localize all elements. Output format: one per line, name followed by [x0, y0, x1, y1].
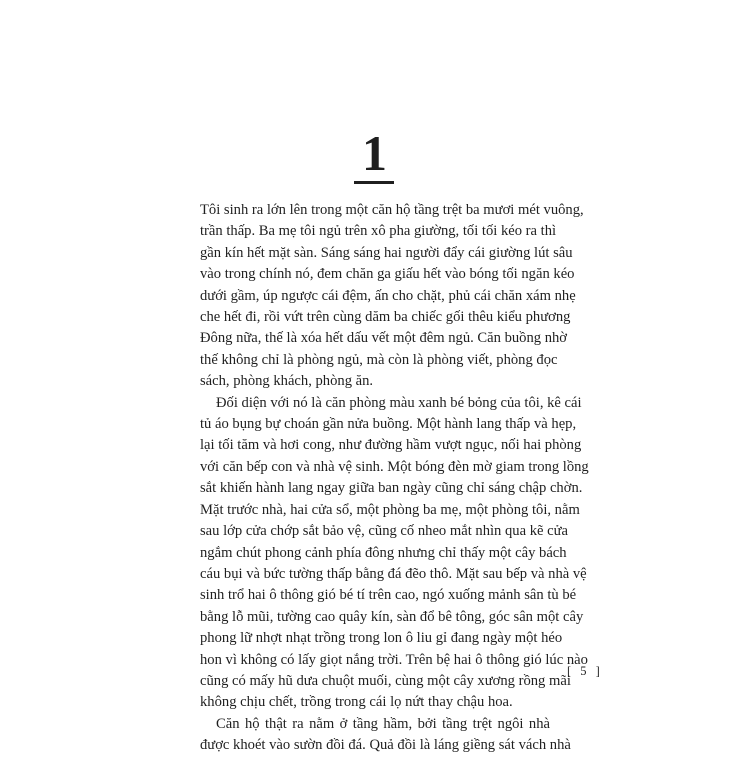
text-line: che hết đi, rồi vứt trên cùng dăm ba chiếc gối thêu kiểu phương — [200, 309, 571, 326]
paragraph — [200, 714, 571, 757]
text-line: vào trong chính nó, đem chăn ga giấu hết vào bóng tối ngăn kéo — [200, 266, 575, 283]
text-line: sắt khiến hành lang ngay giữa ban ngày cũng chỉ sáng chập chờn. — [200, 480, 583, 497]
text-line: Đối diện với nó là căn phòng màu xanh bé bỏng của tôi, kê cái — [216, 394, 582, 411]
text-line: không chịu chết, trồng trong cái lọ nứt thay chậu hoa. — [200, 694, 513, 711]
text-line: sách, phòng khách, phòng ăn. — [200, 373, 374, 390]
text-line: cũng có mấy hũ dưa chuột muối, cùng một cây xương rồng mãi — [200, 672, 571, 689]
text-line: trần thấp. Ba mẹ tôi ngủ trên xô pha giường, tối tối kéo ra thì — [200, 223, 557, 240]
paragraph — [200, 393, 589, 714]
text-line: dưới gầm, úp ngược cái đệm, ấn cho chặt, phủ cái chăn xám nhẹ — [200, 287, 576, 304]
text-line: hon vì không có lấy giọt nắng trời. Trên bệ hai ô thông gió lúc nào — [200, 651, 588, 668]
text-line: với căn bếp con và nhà vệ sinh. Một bóng đèn mờ giam trong lồng — [200, 458, 589, 475]
text-line: sinh trổ hai ô thông gió bé tí trên cao, ngó xuống mảnh sân tù bé — [200, 587, 577, 604]
chapter-number: 1 — [362, 125, 388, 181]
text-line: Đông nữa, thế là xóa hết dấu vết một đêm ngủ. Căn buồng nhờ — [200, 330, 568, 347]
text-line: được khoét vào sườn đồi đá. Quả đồi là láng giềng sát vách nhà — [200, 737, 571, 754]
text-line: Tôi sinh ra lớn lên trong một căn hộ tầng trệt ba mươi mét vuông, — [200, 202, 584, 218]
text-line: bằng lỗ mũi, tường cao quây kín, sàn đổ bê tông, góc sân một cây — [200, 608, 584, 625]
text-line: cáu bụi và bức tường thấp bằng đá đẽo thô. Mặt sau bếp và nhà vệ — [200, 565, 587, 582]
text-line: lại tối tăm và hơi cong, như đường hầm vượt ngục, nối hai phòng — [200, 437, 582, 454]
paragraph — [200, 200, 584, 393]
text-line: ngắm chút phong cảnh phía đông nhưng chỉ thấy một cây bách — [200, 544, 567, 561]
body-text — [200, 200, 589, 757]
text-line: gần kín hết mặt sàn. Sáng sáng hai người đẩy cái giường lút sâu — [200, 244, 573, 261]
page-number: [ 5 ] — [567, 664, 603, 678]
text-line: phong lữ nhợt nhạt trồng trong lon ô liu gỉ đang ngày một héo — [200, 630, 563, 647]
text-line: thế không chỉ là phòng ngủ, mà còn là phòng viết, phòng đọc — [200, 351, 558, 368]
text-line: tủ áo bụng bự choán gần nửa buồng. Một hành lang thấp và hẹp, — [200, 416, 577, 433]
text-line: Căn hộ thật ra nằm ở tầng hầm, bởi tầng trệt ngôi nhà — [216, 715, 550, 732]
text-line: Mặt trước nhà, hai cửa sổ, một phòng ba mẹ, một phòng tôi, nằm — [200, 501, 580, 518]
chapter-underline — [354, 181, 394, 184]
text-line: sau lớp cửa chớp sắt bảo vệ, cũng cố nheo mắt nhìn qua kẽ cửa — [200, 523, 569, 540]
